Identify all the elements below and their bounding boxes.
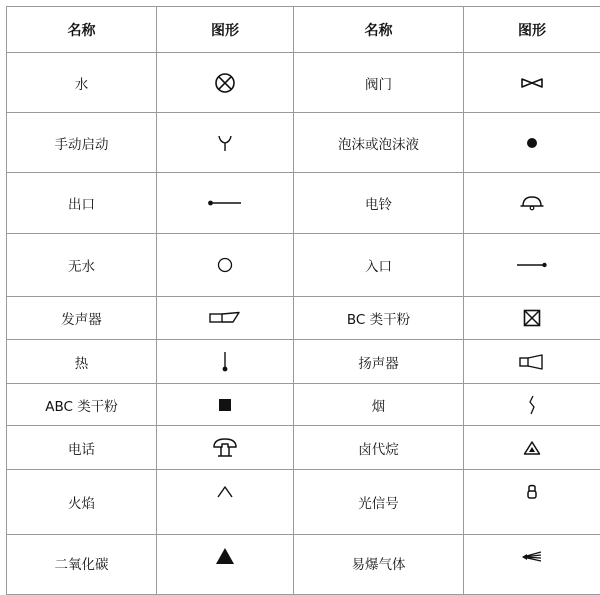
inlet-line-icon xyxy=(516,260,548,270)
symbol-name: 阀门 xyxy=(294,53,464,113)
symbol-name: 火焰 xyxy=(7,470,157,535)
open-circle-icon xyxy=(217,257,233,273)
sounder-icon xyxy=(209,311,241,325)
symbol-name: 易爆气体 xyxy=(294,535,464,595)
filled-triangle-icon xyxy=(215,547,235,565)
symbol-name: 扬声器 xyxy=(294,340,464,384)
explosive-gas-icon xyxy=(521,550,543,564)
loudspeaker-icon xyxy=(519,354,545,370)
bell-icon xyxy=(519,195,545,211)
symbol-name: 出口 xyxy=(7,173,157,234)
table-row xyxy=(7,535,600,595)
header-name-2: 名称 xyxy=(294,7,464,53)
outlet-line-icon xyxy=(207,198,243,208)
y-fork-icon xyxy=(217,134,233,152)
filled-square-icon xyxy=(218,398,232,412)
table-row xyxy=(7,426,600,470)
filled-dot-icon xyxy=(526,137,538,149)
symbol-name: 二氧化碳 xyxy=(7,535,157,595)
table-row xyxy=(7,340,600,384)
header-row xyxy=(7,7,600,53)
symbol-name: 热 xyxy=(7,340,157,384)
symbol-name: 发声器 xyxy=(7,297,157,340)
table-row xyxy=(7,234,600,297)
symbol-name: 水 xyxy=(7,53,157,113)
symbol-name: 手动启动 xyxy=(7,113,157,173)
light-signal-icon xyxy=(526,484,538,500)
symbol-name: BC 类干粉 xyxy=(294,297,464,340)
header-shape-1: 图形 xyxy=(157,7,294,53)
table-row xyxy=(7,113,600,173)
thermometer-icon xyxy=(221,351,229,373)
symbol-name: 电铃 xyxy=(294,173,464,234)
triangle-halon-icon xyxy=(523,440,541,456)
table-row xyxy=(7,53,600,113)
symbol-name: 卤代烷 xyxy=(294,426,464,470)
smoke-squiggle-icon xyxy=(527,395,537,415)
table-row xyxy=(7,470,600,535)
symbol-table xyxy=(6,6,600,595)
header-name-1: 名称 xyxy=(7,7,157,53)
symbol-name: 无水 xyxy=(7,234,157,297)
bowtie-valve-icon xyxy=(520,77,544,89)
table-row xyxy=(7,384,600,426)
symbol-name: 入口 xyxy=(294,234,464,297)
header-shape-2: 图形 xyxy=(464,7,600,53)
caret-flame-icon xyxy=(216,485,234,499)
square-x-icon xyxy=(523,309,541,327)
symbol-name: 电话 xyxy=(7,426,157,470)
table-row xyxy=(7,173,600,234)
symbol-name: ABC 类干粉 xyxy=(7,384,157,426)
circle-x-icon xyxy=(214,72,236,94)
telephone-icon xyxy=(212,437,238,459)
table-row xyxy=(7,297,600,340)
symbol-name: 光信号 xyxy=(294,470,464,535)
symbol-name: 烟 xyxy=(294,384,464,426)
symbol-name: 泡沫或泡沫液 xyxy=(294,113,464,173)
